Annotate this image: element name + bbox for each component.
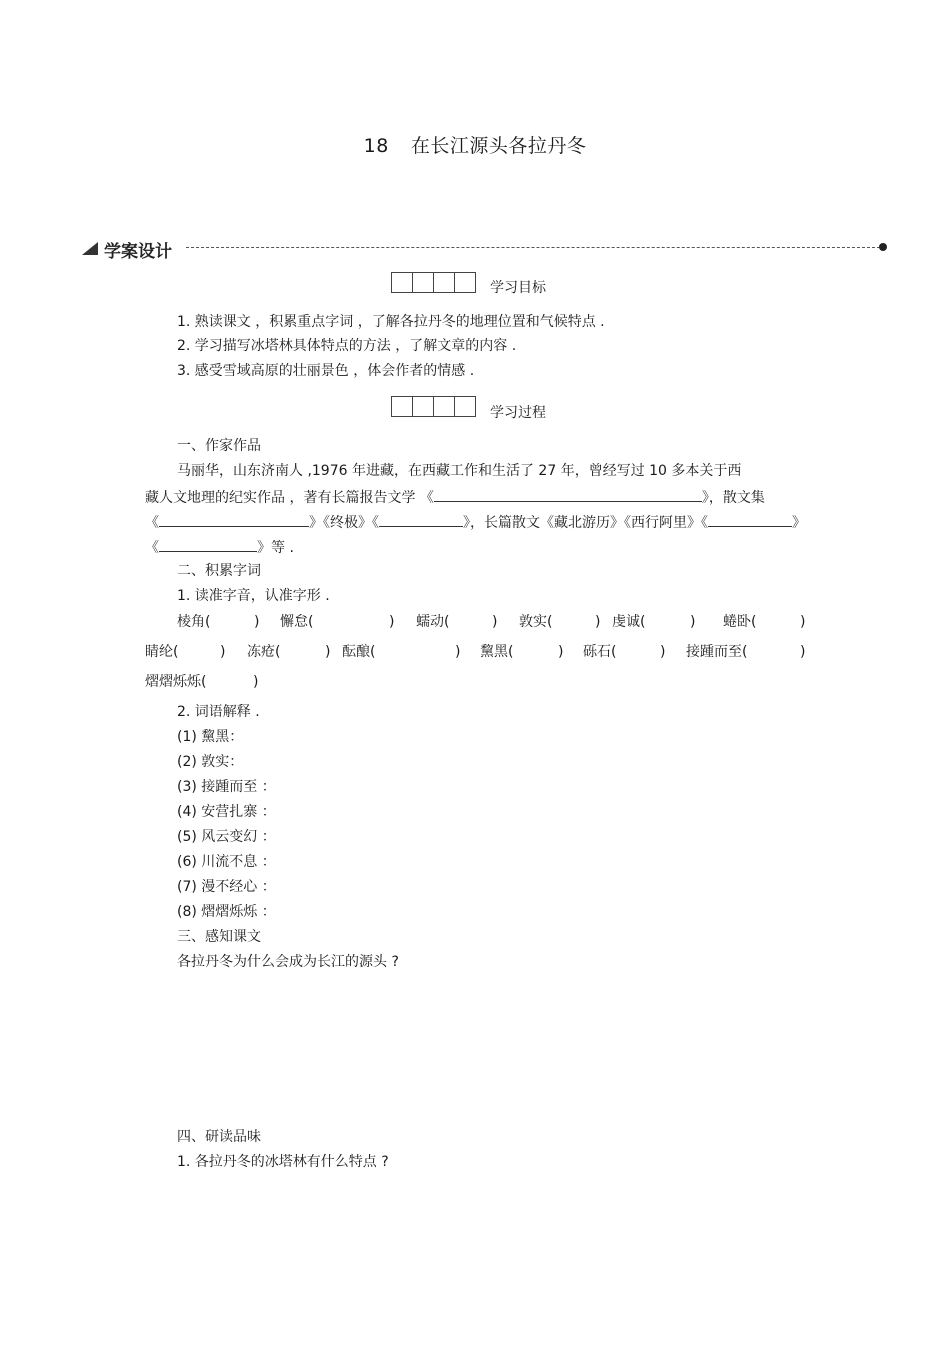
word-item: 蠕动( [416,614,450,630]
part3-question: 各拉丹冬为什么会成为长江的源头 ? [177,954,399,970]
lesson-title: 在长江源头各拉丹冬 [410,135,587,157]
term-item: (1) 黧黑： [177,729,244,745]
process-heading: 学习过程 [490,405,546,421]
page-title [0,131,950,158]
blank-field[interactable] [159,537,257,552]
goal-item-3: 3. 感受雪域高原的壮丽景色 ，体会作者的情感 . [177,363,475,379]
term-item: (3) 接踵而至 ： [177,779,276,795]
word-item: 酝酿( [342,644,376,660]
part1-line4: 《 》等 . [145,537,294,557]
goals-heading: 学习目标 [490,280,546,296]
blank-field[interactable] [159,512,309,527]
part2-sub2: 2. 词语解释 . [177,704,260,720]
word-item: 接踵而至( [686,644,748,660]
goal-item-1: 1. 熟读课文 ，积累重点字词 ，了解各拉丹冬的地理位置和气候特点 . [177,314,605,330]
word-item: 懈怠( [280,614,314,630]
section-header-label: 学案设计 [104,242,172,262]
part1-line3: 《 》《终极》《 》，长篇散文《藏北游历》《西行阿里》《 》 [145,512,806,532]
word-item: 虔诚( [612,614,646,630]
word-item: 敦实( [519,614,553,630]
blank-field[interactable] [434,487,702,502]
part4-heading: 四、研读品味 [177,1129,261,1145]
part3-heading: 三、感知课文 [177,929,261,945]
word-item: 睛纶( [145,644,179,660]
goals-boxes [391,272,475,294]
term-item: (7) 漫不经心 ： [177,879,276,895]
term-item: (6) 川流不息 ： [177,854,276,870]
triangle-icon [82,242,98,255]
part2-sub1: 1. 读准字音，认准字形 . [177,588,330,604]
term-item: (4) 安营扎寨 ： [177,804,276,820]
word-item: 棱角( [177,614,211,630]
dotted-divider [186,247,880,248]
term-item: (5) 风云变幻 ： [177,829,276,845]
divider-end-dot-icon [879,243,887,251]
part4-question: 1. 各拉丹冬的冰塔林有什么特点 ? [177,1154,389,1170]
word-item: 熠熠烁烁( [145,674,207,690]
word-item: 黧黑( [480,644,514,660]
part1-heading: 一、作家作品 [177,438,261,454]
part1-line2: 藏人文地理的纪实作品 ，著有长篇报告文学 《 》，散文集 [145,487,765,507]
word-item: 冻疮( [247,644,281,660]
word-item: 蜷卧( [723,614,757,630]
term-item: (8) 熠熠烁烁 ： [177,904,276,920]
process-boxes [391,396,475,418]
goal-item-2: 2. 学习描写冰塔林具体特点的方法 ，了解文章的内容 . [177,338,517,354]
blank-field[interactable] [708,512,792,527]
word-item: 砾石( [583,644,617,660]
part1-line1: 马丽华，山东济南人 ,1976 年进藏，在西藏工作和生活了 27 年，曾经写过 10 多本关于西 [177,463,742,479]
term-item: (2) 敦实： [177,754,244,770]
blank-field[interactable] [379,512,463,527]
part2-heading: 二、积累字词 [177,563,261,579]
lesson-number: 18 [363,135,389,157]
